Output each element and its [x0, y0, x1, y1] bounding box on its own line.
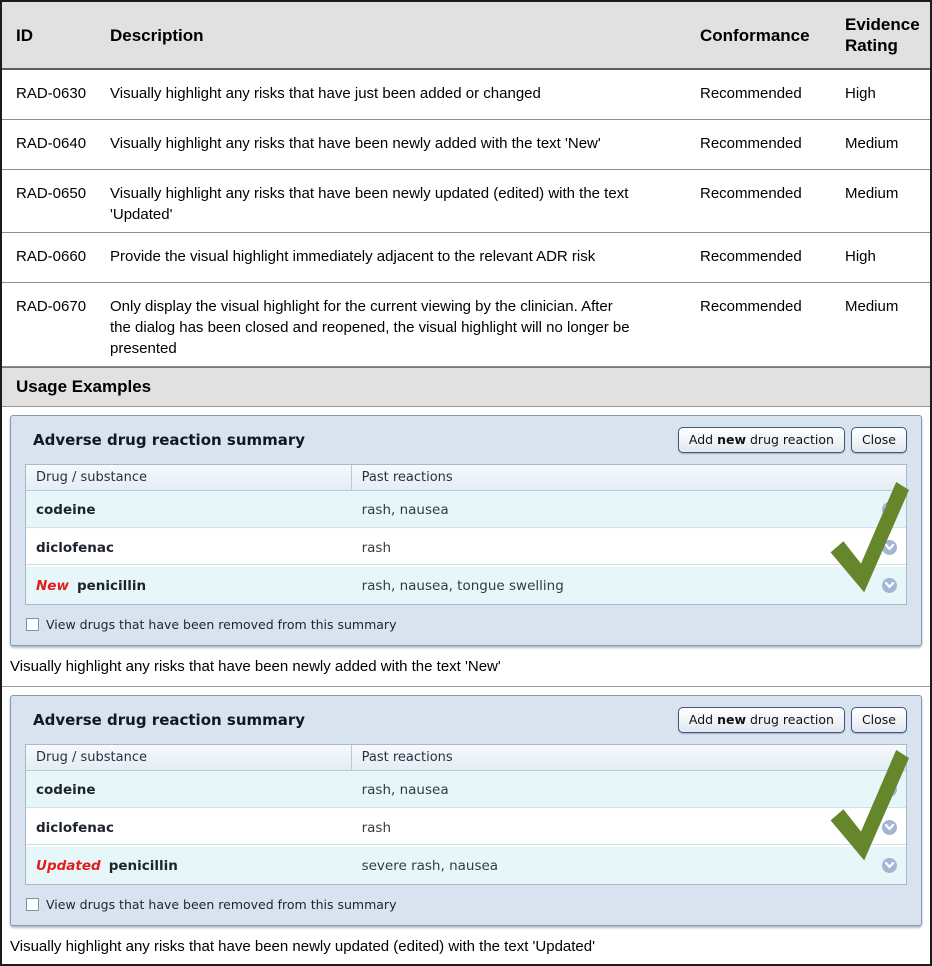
usage-example-2	[2, 687, 930, 966]
drug-row-codeine	[26, 771, 906, 808]
dialog-buttons	[678, 427, 907, 453]
drug-row-diclofenac	[26, 808, 906, 845]
requirement-id: RAD-0640	[16, 135, 87, 152]
view-removed-checkbox[interactable]	[26, 618, 39, 631]
drug-name-cell	[26, 820, 352, 836]
requirement-conformance: Recommended	[700, 248, 802, 265]
drug-name: codeine	[36, 501, 96, 518]
add-button-text: Add	[688, 712, 718, 727]
past-reactions-cell: rash, nausea	[361, 501, 449, 518]
requirement-id: RAD-0660	[16, 248, 87, 265]
close-button[interactable]: Close	[851, 427, 907, 453]
requirement-conformance: Recommended	[700, 85, 802, 102]
requirement-evidence: Medium	[845, 298, 899, 315]
drug-row-penicillin	[26, 565, 906, 604]
requirement-conformance: Recommended	[700, 185, 802, 202]
dialog-title: Adverse drug reaction summary	[33, 431, 306, 449]
checkbox-label: View drugs that have been removed from this summary	[46, 616, 397, 632]
dialog-titlebar	[25, 696, 907, 744]
checkbox-label: View drugs that have been removed from this summary	[46, 896, 397, 912]
usage-examples-section-title: Usage Examples	[2, 367, 930, 407]
drug-name-cell	[26, 578, 352, 594]
table-row	[2, 233, 930, 283]
requirement-evidence: High	[845, 248, 876, 265]
column-header-drug-substance: Drug / substance	[26, 745, 352, 770]
drug-row-codeine	[26, 491, 906, 528]
add-button-text: Add	[688, 432, 718, 447]
past-reactions-cell: rash, nausea, tongue swelling	[361, 577, 564, 594]
requirement-description: Only display the visual highlight for the current viewing by the clinician. After the dialog has been closed and reopened, the visual highlight will no longer be presented	[110, 298, 630, 357]
past-reactions-cell: severe rash, nausea	[361, 857, 499, 874]
table-row	[2, 70, 930, 120]
chevron-down-icon[interactable]	[882, 858, 897, 873]
drug-name-cell	[26, 502, 352, 518]
dialog-title: Adverse drug reaction summary	[33, 711, 306, 729]
drug-reaction-table	[25, 744, 907, 885]
chevron-down-icon[interactable]	[882, 820, 897, 835]
column-header-description: Description	[110, 25, 204, 45]
past-reactions-cell: rash	[361, 539, 392, 556]
add-new-drug-reaction-button[interactable]	[678, 707, 845, 733]
requirement-description: Visually highlight any risks that have been newly added with the text 'New'	[110, 135, 601, 152]
column-header-past-reactions: Past reactions	[361, 750, 453, 765]
example-caption: Visually highlight any risks that have been newly updated (edited) with the text 'Updated'	[10, 938, 595, 955]
requirement-evidence: High	[845, 85, 876, 102]
view-removed-drugs-row	[25, 611, 907, 637]
chevron-down-icon[interactable]	[882, 502, 897, 517]
drug-name: codeine	[36, 781, 96, 798]
view-removed-checkbox[interactable]	[26, 898, 39, 911]
requirement-id: RAD-0670	[16, 298, 87, 315]
table-row	[2, 283, 930, 367]
adr-summary-dialog-2	[10, 695, 922, 926]
table-row	[2, 120, 930, 170]
drug-name: penicillin	[108, 857, 178, 874]
drug-name: diclofenac	[36, 539, 114, 556]
chevron-down-icon[interactable]	[882, 782, 897, 797]
drug-row-diclofenac	[26, 528, 906, 565]
dialog-titlebar	[25, 416, 907, 464]
drug-name-cell	[26, 858, 352, 874]
column-header-conformance: Conformance	[700, 25, 810, 45]
add-button-bold-text: new	[717, 432, 747, 447]
past-reactions-cell: rash	[361, 819, 392, 836]
requirement-id: RAD-0630	[16, 85, 87, 102]
requirement-evidence: Medium	[845, 185, 899, 202]
usage-example-1	[2, 407, 930, 687]
requirement-conformance: Recommended	[700, 298, 802, 315]
chevron-down-icon[interactable]	[882, 540, 897, 555]
drug-table-header	[26, 465, 906, 491]
add-new-drug-reaction-button[interactable]	[678, 427, 845, 453]
chevron-down-icon[interactable]	[882, 578, 897, 593]
past-reactions-cell: rash, nausea	[361, 781, 449, 798]
column-header-past-reactions: Past reactions	[361, 470, 453, 485]
drug-name-cell	[26, 540, 352, 556]
close-button[interactable]: Close	[851, 707, 907, 733]
column-header-drug-substance: Drug / substance	[26, 465, 352, 490]
column-header-evidence-rating: Evidence Rating	[845, 15, 920, 55]
adr-summary-dialog-1	[10, 415, 922, 646]
drug-table-header	[26, 745, 906, 771]
requirement-evidence: Medium	[845, 135, 899, 152]
add-button-text: drug reaction	[746, 712, 834, 727]
drug-reaction-table	[25, 464, 907, 605]
dialog-buttons	[678, 707, 907, 733]
column-header-id: ID	[16, 25, 33, 45]
add-button-text: drug reaction	[746, 432, 834, 447]
new-badge: New	[36, 577, 69, 594]
drug-name: penicillin	[76, 577, 147, 594]
add-button-bold-text: new	[717, 712, 747, 727]
drug-row-penicillin	[26, 845, 906, 884]
requirement-description: Visually highlight any risks that have just been added or changed	[110, 85, 541, 102]
requirement-conformance: Recommended	[700, 135, 802, 152]
drug-name-cell	[26, 782, 352, 798]
drug-name: diclofenac	[36, 819, 114, 836]
requirements-table-header	[2, 2, 930, 70]
requirement-id: RAD-0650	[16, 185, 87, 202]
example-caption: Visually highlight any risks that have been newly added with the text 'New'	[10, 658, 501, 675]
table-row	[2, 170, 930, 233]
requirement-description: Provide the visual highlight immediately adjacent to the relevant ADR risk	[110, 248, 596, 265]
updated-badge: Updated	[36, 857, 101, 874]
requirement-description: Visually highlight any risks that have been newly updated (edited) with the text 'Updated'	[110, 185, 629, 223]
view-removed-drugs-row	[25, 891, 907, 917]
